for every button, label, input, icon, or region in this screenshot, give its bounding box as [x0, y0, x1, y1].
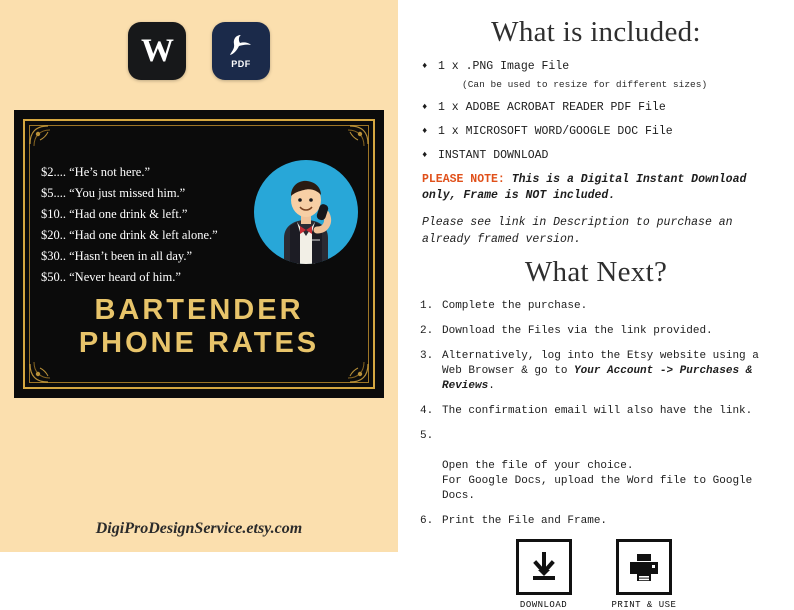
step-number: 2.: [420, 325, 434, 337]
step-number: 3.: [420, 350, 434, 362]
file-format-badges: [0, 22, 398, 80]
included-item: ♦ 1 x .PNG Image File: [422, 59, 778, 74]
poster-title-line2: PHONE RATES: [78, 327, 320, 359]
word-badge-label: W: [141, 32, 173, 69]
included-heading: What is included:: [491, 16, 701, 48]
rate-row: [41, 162, 276, 183]
step-number: 6.: [420, 515, 434, 527]
step-number: 5.: [420, 430, 434, 442]
right-panel: [398, 0, 794, 610]
step-item: [420, 349, 778, 394]
rate-row: [41, 225, 276, 246]
step-item: [420, 514, 778, 529]
print-caption: PRINT & USE: [611, 600, 677, 610]
rate-text: “Had one drink & left alone.”: [69, 228, 218, 242]
steps-list: [420, 299, 778, 529]
step-item: [420, 324, 778, 339]
rate-price: $5....: [41, 186, 66, 200]
ornament-corner-icon: [334, 124, 370, 160]
step-text: The confirmation email will also have the link.: [442, 405, 753, 417]
ornament-corner-icon: [28, 124, 64, 160]
description-note: Please see link in Description to purchase an already framed version.: [422, 216, 733, 246]
rate-price: $2....: [41, 165, 66, 179]
included-item: ♦ 1 x MICROSOFT WORD/GOOGLE DOC File: [422, 124, 778, 139]
step-text: Complete the purchase.: [442, 300, 588, 312]
download-icon: [516, 539, 572, 595]
step-tail: .: [488, 380, 495, 392]
rate-row: [41, 183, 276, 204]
bartender-illustration: [254, 160, 358, 264]
rate-text: “Never heard of him.”: [69, 270, 181, 284]
action-icons: [414, 539, 778, 610]
step-number: 4.: [420, 405, 434, 417]
poster-preview: [14, 110, 384, 398]
step-number: 1.: [420, 300, 434, 312]
left-panel: [0, 0, 398, 552]
poster-title-line1: BARTENDER: [94, 294, 304, 326]
step-text: Alternatively, log into the Etsy website using a Web Browser & go to: [442, 350, 759, 377]
word-badge: [128, 22, 186, 80]
step-text: Open the file of your choice. For Google Docs, upload the Word file to Google Docs.: [442, 460, 753, 502]
rate-price: $30..: [41, 249, 66, 263]
step-item: [420, 404, 778, 419]
download-caption: DOWNLOAD: [519, 600, 568, 610]
download-block: [516, 539, 572, 610]
png-subnote: (Can be used to resize for different sizes): [462, 79, 708, 90]
step-emphasis: Your Account -> Purchases & Reviews: [442, 365, 753, 392]
poster-title: [14, 294, 384, 360]
pdf-badge: [212, 22, 270, 80]
rate-price: $50..: [41, 270, 66, 284]
rate-price: $10..: [41, 207, 66, 221]
step-text: Download the Files via the link provided.: [442, 325, 713, 337]
rate-list: [41, 162, 276, 288]
rate-row: [41, 204, 276, 225]
rate-text: “He’s not here.”: [69, 165, 150, 179]
included-item: ♦ INSTANT DOWNLOAD: [422, 148, 778, 163]
included-list: [422, 59, 778, 74]
rate-price: $20..: [41, 228, 66, 242]
shop-name: DigiProDesignService.etsy.com: [95, 520, 303, 537]
included-list-rest: [422, 100, 778, 163]
print-block: [612, 539, 677, 610]
what-next-heading: What Next?: [524, 256, 668, 288]
adobe-acrobat-icon: [228, 34, 254, 58]
rate-text: “Hasn’t been in all day.”: [69, 249, 192, 263]
step-item: [420, 429, 778, 504]
rate-text: “You just missed him.”: [69, 186, 186, 200]
please-note-label: PLEASE NOTE:: [422, 173, 505, 186]
please-note: [422, 172, 778, 204]
pdf-badge-label: PDF: [231, 58, 251, 69]
included-item: ♦ 1 x ADOBE ACROBAT READER PDF File: [422, 100, 778, 115]
please-note-text: This is a Digital Instant Download only, Frame is NOT included.: [422, 173, 747, 202]
step-text: Print the File and Frame.: [442, 515, 608, 527]
printer-icon: [616, 539, 672, 595]
rate-text: “Had one drink & left.”: [69, 207, 188, 221]
step-item: [420, 299, 778, 314]
rate-row: [41, 246, 276, 267]
rate-row: [41, 267, 276, 288]
